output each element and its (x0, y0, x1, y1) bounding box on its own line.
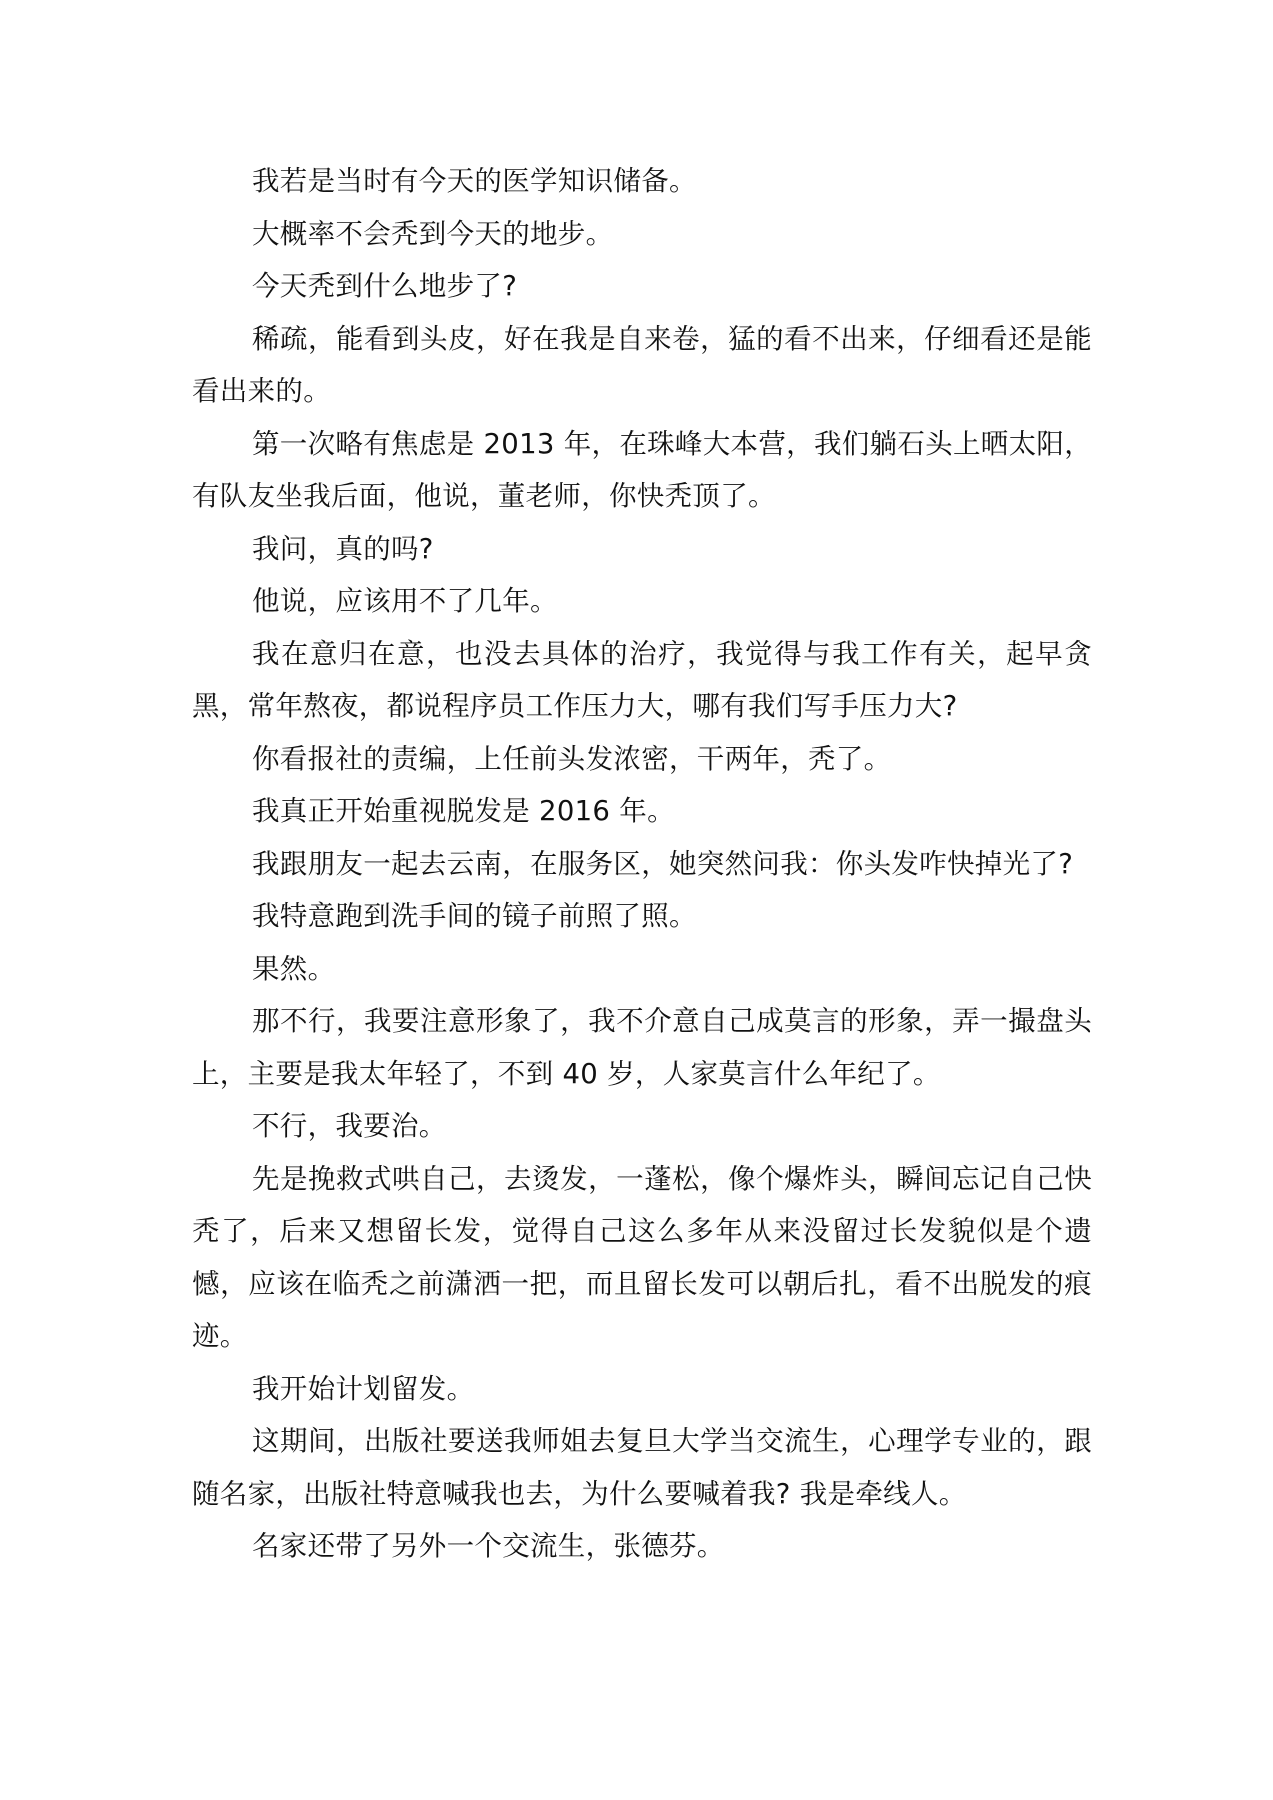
paragraph: 这期间，出版社要送我师姐去复旦大学当交流生，心理学专业的，跟随名家，出版社特意喊我也去，为什么要喊着我? 我是牵线人。 (192, 1425, 1092, 1510)
document-body (192, 155, 1092, 1573)
paragraph: 名家还带了另外一个交流生，张德芬。 (252, 1530, 725, 1562)
paragraph: 我跟朋友一起去云南，在服务区，她突然问我：你头发咋快掉光了? (252, 847, 1074, 880)
paragraph: 不行，我要治。 (252, 1110, 447, 1142)
paragraph: 我真正开始重视脱发是 2016 年。 (252, 795, 675, 827)
paragraph: 我特意跑到洗手间的镜子前照了照。 (252, 900, 697, 932)
paragraph: 稀疏，能看到头皮，好在我是自来卷，猛的看不出来，仔细看还是能看出来的。 (192, 322, 1092, 407)
paragraph: 我若是当时有今天的医学知识储备。 (252, 165, 697, 197)
paragraph: 我问，真的吗? (252, 532, 434, 565)
paragraph: 第一次略有焦虑是 2013 年，在珠峰大本营，我们躺石头上晒太阳，有队友坐我后面，他说，董老师，你快秃顶了。 (192, 427, 1092, 512)
paragraph: 先是挽救式哄自己，去烫发，一蓬松，像个爆炸头，瞬间忘记自己快秃了，后来又想留长发，觉得自己这么多年从来没留过长发貌似是个遗憾，应该在临秃之前潇洒一把，而且留长发可以朝后扎，看不出脱发的痕迹。 (192, 1162, 1092, 1352)
paragraph: 大概率不会秃到今天的地步。 (252, 217, 614, 250)
paragraph: 今天秃到什么地步了? (252, 270, 518, 302)
paragraph: 那不行，我要注意形象了，我不介意自己成莫言的形象，弄一撮盘头上，主要是我太年轻了，不到 40 岁，人家莫言什么年纪了。 (192, 1005, 1092, 1090)
paragraph: 我开始计划留发。 (252, 1372, 475, 1405)
paragraph: 我在意归在意，也没去具体的治疗，我觉得与我工作有关，起早贪黑，常年熬夜，都说程序员工作压力大，哪有我们写手压力大? (192, 637, 1092, 722)
paragraph: 果然。 (252, 952, 336, 985)
paragraph: 你看报社的责编，上任前头发浓密，干两年，秃了。 (252, 742, 892, 775)
paragraph: 他说，应该用不了几年。 (252, 585, 558, 617)
